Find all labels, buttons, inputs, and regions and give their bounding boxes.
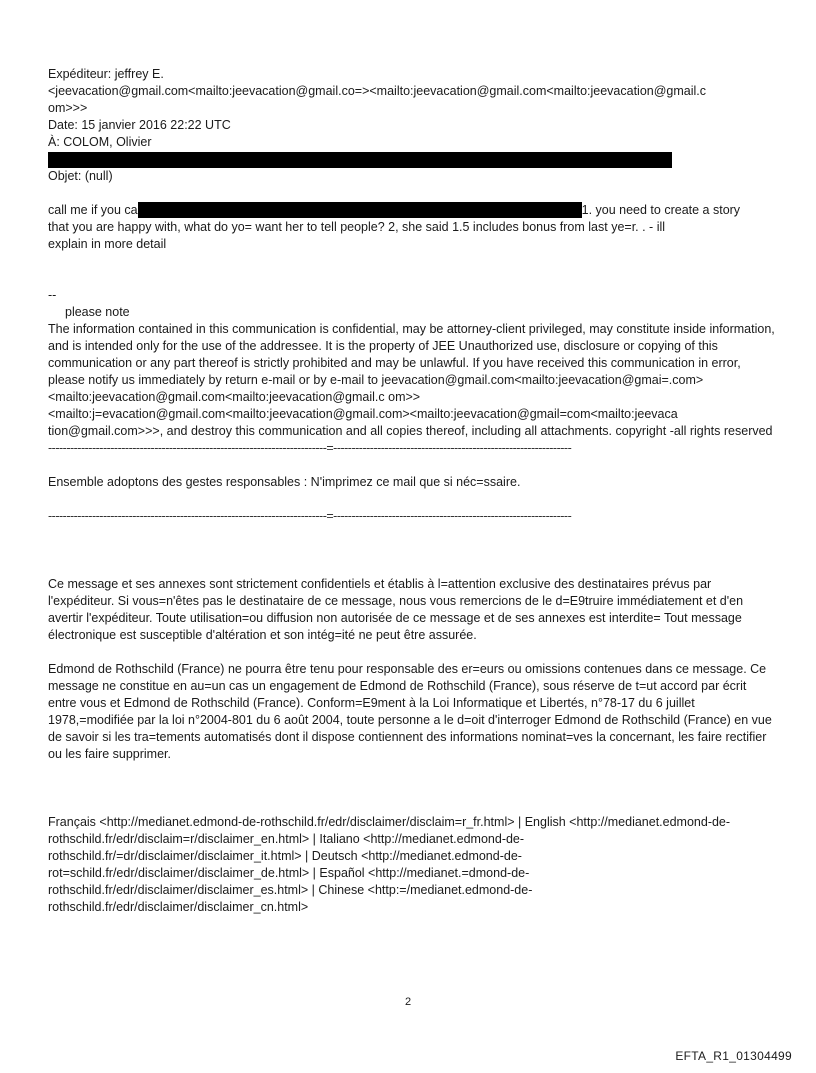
body-line-1-end: 1. you need to create a story xyxy=(581,203,741,217)
separator-line-2: ----------------------------------------------------------------------------=----------------------------------------------------------------- xyxy=(48,509,572,523)
email-document xyxy=(48,66,776,916)
redaction-bar-body xyxy=(138,202,582,218)
to-line: À: COLOM, Olivier xyxy=(48,135,152,149)
signature-dashes: -- xyxy=(48,288,57,302)
date-line: Date: 15 janvier 2016 22:22 UTC xyxy=(48,118,231,132)
bates-number: EFTA_R1_01304499 xyxy=(675,1049,792,1063)
from-address-line-2: om>>> xyxy=(48,101,88,115)
confidentiality-notice: The information contained in this communication is confidential, may be attorney-client privileged, may constitute inside information, and is intended only for the use of the addressee. It is the property of JEE Unauthorized use, disclosure or copying of this communication or any part thereof is strictly prohibited and may be unlawful. If you have received this communication in error, please notify us immediately by return e-mail or by e-mail to jeevacation@gmail.com<mailto:jeevacation@gmai=.com><mailto:jeevacation@gmail.com<mailto:jeevacation@gmail.c om>><mailto:j=evacation@gmail.com<mailto:jeevacation@gmail.com><mailto:jeevacation@gmail=com<mailto:jeevaca tion@gmail.com>>>, and destroy this communication and all copies thereof, including all attachments. copyright -all rights reserved xyxy=(48,322,775,438)
subject-line: Objet: (null) xyxy=(48,169,113,183)
body-line-3: explain in more detail xyxy=(48,237,167,251)
from-address-line-1: <jeevacation@gmail.com<mailto:jeevacation@gmail.co=><mailto:jeevacation@gmail.com<mailto:jeevacation@gmail.c xyxy=(48,84,707,98)
disclaimer-paragraph-2: Edmond de Rothschild (France) ne pourra être tenu pour responsable des er=eurs ou omissions contenues dans ce message. Ce message ne constitue en au=un cas un engagement de Edmond de Rothschild (France), sous réserve de t=ut accord par écrit entre vous et Edmond de Rothschild (France). Conform=E9ment à la Loi Informatique et Libertés, n°78-17 du 6 juillet 1978,=modifiée par la loi n°2004-801 du 6 août 2004, toute personne a le d=oit d'interroger Edmond de Rothschild (France) en vue de savoir si les tra=tements automatisés dont il dispose contiennent des informations nominat=ves la concernant, les faire rectifier ou les faire supprimer. xyxy=(48,662,772,761)
from-line: Expéditeur: jeffrey E. xyxy=(48,67,164,81)
separator-line-1: ----------------------------------------------------------------------------=----------------------------------------------------------------- xyxy=(48,441,572,455)
page-number: 2 xyxy=(404,996,412,1008)
language-disclaimer-links: Français <http://medianet.edmond-de-rothschild.fr/edr/disclaimer/disclaim=r_fr.html> | English <http://medianet.edmond-de-rothschild.fr/edr/disclaim=r/disclaimer_en.html> | Italiano <http://medianet.edmond-de-rothschild.fr/=dr/disclaimer/disclaimer_it.html> | Deutsch <http://medianet.edmond-de-rot=schild.fr/edr/disclaimer/disclaimer_de.html> | Español <http://medianet.=dmond-de-rothschild.fr/edr/disclaimer/disclaimer_es.html> | Chinese <http:=/medianet.edmond-de-rothschild.fr/edr/disclaimer/disclaimer_cn.html> xyxy=(48,815,731,914)
please-note-label: please note xyxy=(65,305,130,319)
body-line-2: that you are happy with, what do yo= want her to tell people? 2, she said 1.5 includes bonus from last ye=r. . - ill xyxy=(48,220,666,234)
body-line-1 xyxy=(48,202,776,219)
disclaimer-paragraph-1: Ce message et ses annexes sont strictement confidentiels et établis à l=attention exclusive des destinataires prévus par l'expéditeur. Si vous=n'êtes pas le destinataire de ce message, nous vous remercions de le d=E9truire immédiatement et d'en avertir l'expéditeur. Toute utilisation=ou diffusion non autorisée de ce message et de ses annexes est interdite= Tout message électronique est susceptible d'altération et son intég=ité ne peut être assurée. xyxy=(48,577,744,642)
body-line-1-start: call me if you ca xyxy=(48,203,138,217)
redaction-bar-recipient xyxy=(48,152,672,168)
eco-note: Ensemble adoptons des gestes responsables : N'imprimez ce mail que si néc=ssaire. xyxy=(48,475,521,489)
